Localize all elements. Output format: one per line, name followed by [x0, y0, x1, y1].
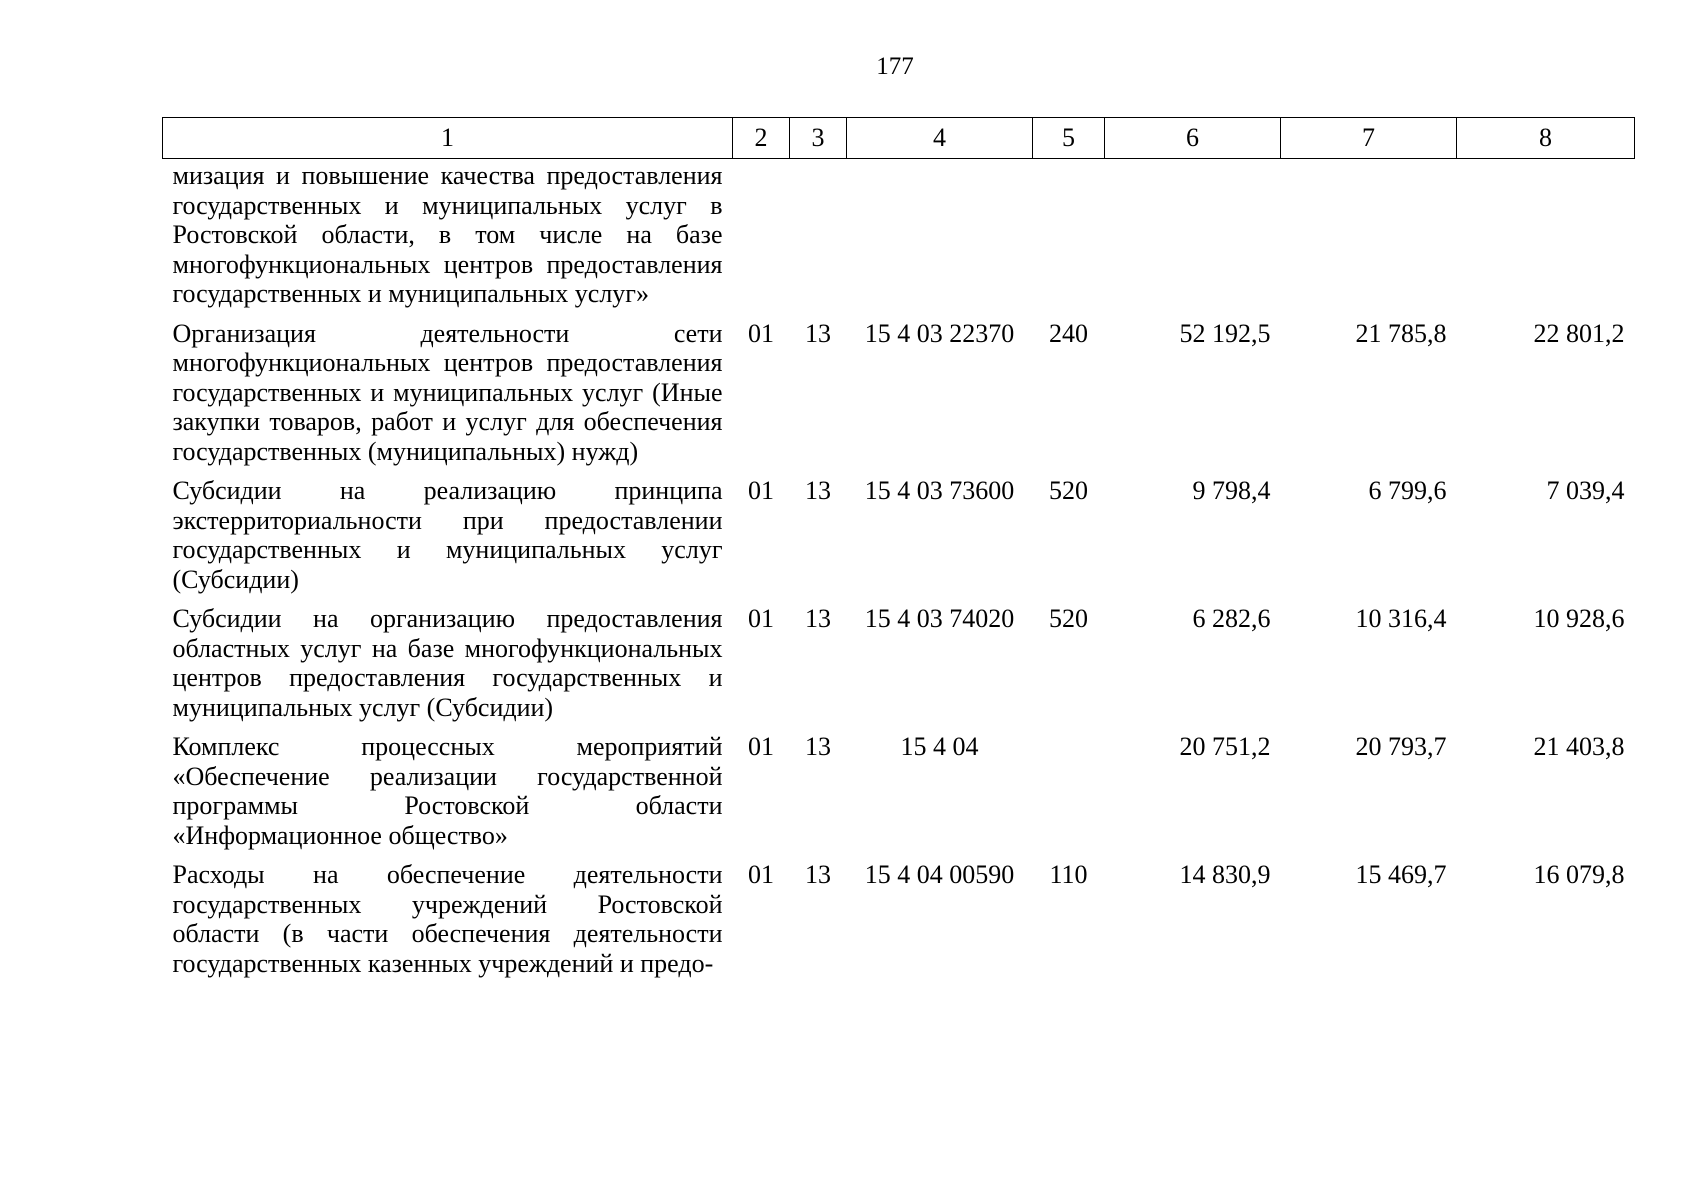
amount-col-8: 21 403,8 — [1533, 732, 1625, 761]
table-row — [163, 476, 1635, 604]
row-description: мизация и повышение качества предоставления государственных и муниципальных услуг в Ростовской области, в том числе на базе многофункциональных центров предоставления государственных и муниципальных услуг» — [172, 161, 723, 308]
target-article-code: 15 4 04 — [900, 732, 979, 761]
section-code: 01 — [748, 604, 774, 633]
target-article-code: 15 4 03 73600 — [864, 476, 1015, 505]
amount-col-6: 52 192,5 — [1179, 318, 1271, 348]
section-code: 01 — [748, 476, 774, 505]
header-col-4: 4 — [847, 118, 1033, 159]
row-description: Субсидии на реализацию принципа экстерриториальности при предоставлении государственных и муниципальных услуг (Субсидии) — [172, 476, 723, 594]
header-col-5: 5 — [1033, 118, 1105, 159]
expense-type-code: 520 — [1049, 604, 1088, 633]
amount-col-7: 21 785,8 — [1355, 318, 1447, 348]
expense-type-code: 240 — [1049, 318, 1088, 348]
header-row — [163, 118, 1635, 159]
table-row — [163, 319, 1635, 477]
subsection-code: 13 — [805, 604, 831, 633]
header-col-3: 3 — [790, 118, 847, 159]
row-description: Субсидии на организацию предоставления областных услуг на базе многофункциональных центров предоставления государственных и муниципальных услуг (Субсидии) — [172, 604, 723, 722]
subsection-code: 13 — [805, 860, 831, 889]
header-col-8: 8 — [1457, 118, 1635, 159]
table-row — [163, 159, 1635, 319]
expense-type-code — [1033, 159, 1105, 319]
amount-col-7: 6 799,6 — [1368, 476, 1447, 505]
section-code: 01 — [748, 860, 774, 889]
amount-col-8: 7 039,4 — [1546, 476, 1625, 505]
page-number: 177 — [876, 53, 914, 80]
row-description: Комплекс процессных мероприятий «Обеспечение реализации государственной программы Ростовской области «Информационное общество» — [172, 732, 723, 850]
row-description: Организация деятельности сети многофункциональных центров предоставления государственных и муниципальных услуг (Иные закупки товаров, работ и услуг для обеспечения государственных (муниципальных) нужд) — [172, 318, 723, 466]
header-col-1: 1 — [163, 118, 733, 159]
amount-col-7: 15 469,7 — [1355, 860, 1447, 889]
amount-col-6 — [1105, 159, 1281, 319]
row-description: Расходы на обеспечение деятельности государственных учреждений Ростовской области (в части обеспечения деятельности государственных казенных учреждений и предо- — [172, 860, 723, 978]
budget-table — [162, 117, 1635, 988]
header-col-2: 2 — [733, 118, 790, 159]
table-row — [163, 860, 1635, 988]
amount-col-6: 20 751,2 — [1179, 732, 1271, 761]
section-code: 01 — [748, 318, 774, 348]
amount-col-6: 9 798,4 — [1192, 476, 1271, 505]
table-row — [163, 604, 1635, 732]
subsection-code: 13 — [805, 476, 831, 505]
amount-col-8: 16 079,8 — [1533, 860, 1625, 889]
table-row — [163, 732, 1635, 860]
amount-col-8: 22 801,2 — [1533, 318, 1625, 348]
target-article-code: 15 4 03 22370 — [864, 318, 1015, 348]
amount-col-6: 6 282,6 — [1192, 604, 1271, 633]
amount-col-7 — [1281, 159, 1457, 319]
amount-col-7: 10 316,4 — [1355, 604, 1447, 633]
expense-type-code: 110 — [1049, 860, 1088, 889]
subsection-code: 13 — [805, 732, 831, 761]
amount-col-8 — [1457, 159, 1635, 319]
expense-type-code: 520 — [1049, 476, 1088, 505]
amount-col-8: 10 928,6 — [1533, 604, 1625, 633]
section-code: 01 — [748, 732, 774, 761]
target-article-code — [847, 159, 1033, 319]
subsection-code — [790, 159, 847, 319]
amount-col-7: 20 793,7 — [1355, 732, 1447, 761]
section-code — [733, 159, 790, 319]
target-article-code: 15 4 04 00590 — [864, 860, 1015, 889]
expense-type-code — [1033, 732, 1105, 860]
header-col-7: 7 — [1281, 118, 1457, 159]
header-col-6: 6 — [1105, 118, 1281, 159]
amount-col-6: 14 830,9 — [1179, 860, 1271, 889]
subsection-code: 13 — [805, 318, 831, 348]
target-article-code: 15 4 03 74020 — [864, 604, 1015, 633]
